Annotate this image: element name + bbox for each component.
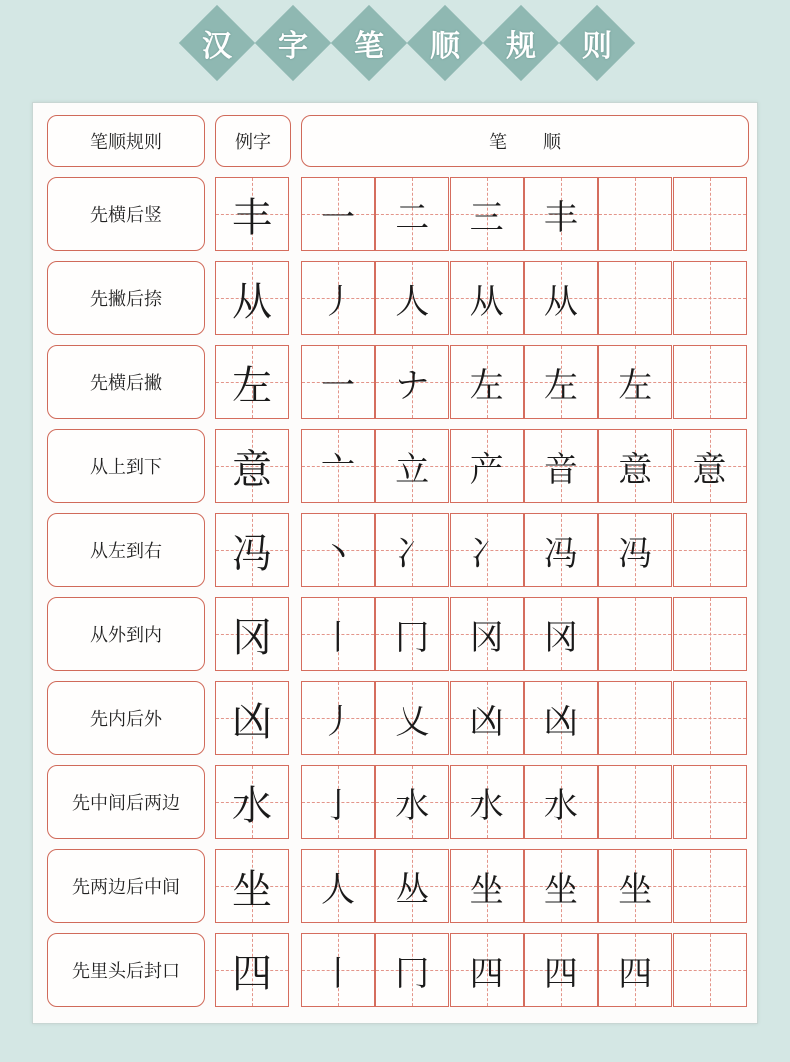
stroke-step-cell xyxy=(375,933,449,1007)
stroke-step-text: 亅 xyxy=(321,785,355,826)
example-character-text: 坐 xyxy=(232,866,272,913)
stroke-step-text: 意 xyxy=(618,449,653,490)
stroke-step-text: 一 xyxy=(321,365,355,406)
stroke-step-text: 坐 xyxy=(469,869,504,910)
rule-label: 从左到右 xyxy=(47,513,205,587)
rule-label: 先撇后捺 xyxy=(47,261,205,335)
stroke-step-cell xyxy=(524,177,598,251)
stroke-step-cell xyxy=(301,429,375,503)
stroke-step-cell xyxy=(375,849,449,923)
example-character xyxy=(215,597,289,671)
stroke-step-text: 产 xyxy=(469,449,504,490)
stroke-step-cell xyxy=(673,261,747,335)
header-rule: 笔顺规则 xyxy=(47,115,205,167)
stroke-step-cell xyxy=(673,681,747,755)
stroke-step-cell xyxy=(673,933,747,1007)
stroke-step-cell xyxy=(301,765,375,839)
stroke-step-cell xyxy=(673,513,747,587)
stroke-step-cell xyxy=(598,849,672,923)
rule-label: 先中间后两边 xyxy=(47,765,205,839)
stroke-step-text: 丿 xyxy=(321,701,355,742)
rule-label: 先里头后封口 xyxy=(47,933,205,1007)
stroke-step-text: 丶 xyxy=(321,533,355,574)
stroke-step-cell xyxy=(598,933,672,1007)
stroke-step-cell xyxy=(524,765,598,839)
rule-label: 先横后竖 xyxy=(47,177,205,251)
stroke-step-text: 坐 xyxy=(543,869,578,910)
stroke-step-text: 人 xyxy=(321,869,355,910)
stroke-step-text: 四 xyxy=(469,953,504,994)
stroke-step-text: 冈 xyxy=(543,617,578,658)
title-char: 顺 xyxy=(430,29,460,64)
rule-label: 先横后撇 xyxy=(47,345,205,419)
example-character xyxy=(215,345,289,419)
stroke-step-cell xyxy=(450,681,524,755)
stroke-step-text: 水 xyxy=(543,785,578,826)
stroke-step-cell xyxy=(524,849,598,923)
stroke-step-cell xyxy=(673,345,747,419)
stroke-step-cell xyxy=(598,765,672,839)
title-diamond xyxy=(255,5,331,81)
example-character-text: 冯 xyxy=(232,530,272,577)
example-character-text: 从 xyxy=(232,278,272,325)
stroke-step-cell xyxy=(375,429,449,503)
title-char: 字 xyxy=(278,29,308,64)
stroke-step-text: 左 xyxy=(543,365,578,406)
stroke-step-cell xyxy=(301,513,375,587)
worksheet xyxy=(32,102,758,1024)
example-character xyxy=(215,177,289,251)
title-char: 笔 xyxy=(354,29,384,64)
example-character xyxy=(215,933,289,1007)
stroke-step-cell xyxy=(673,177,747,251)
stroke-step-text: 从 xyxy=(543,281,578,322)
stroke-step-text: 水 xyxy=(469,785,504,826)
stroke-step-cell xyxy=(598,345,672,419)
title-char: 规 xyxy=(506,29,536,64)
title-char: 则 xyxy=(582,29,612,64)
example-character-text: 凶 xyxy=(232,698,272,745)
example-character-text: 左 xyxy=(232,362,272,409)
stroke-step-text: 冫 xyxy=(395,533,430,574)
stroke-step-cell xyxy=(524,429,598,503)
header-example: 例字 xyxy=(215,115,291,167)
stroke-step-text: 四 xyxy=(543,953,578,994)
stroke-step-cell xyxy=(450,177,524,251)
stroke-step-text: 丛 xyxy=(395,869,430,910)
stroke-step-cell xyxy=(598,429,672,503)
stroke-step-cell xyxy=(450,765,524,839)
rule-label: 从外到内 xyxy=(47,597,205,671)
example-character xyxy=(215,261,289,335)
stroke-step-text: 冂 xyxy=(395,617,430,658)
title-diamond xyxy=(559,5,635,81)
example-character-text: 四 xyxy=(232,950,272,997)
stroke-step-cell xyxy=(598,513,672,587)
stroke-step-cell xyxy=(301,933,375,1007)
stroke-step-cell xyxy=(450,261,524,335)
stroke-step-text: 意 xyxy=(692,449,727,490)
header-strokes: 笔 顺 xyxy=(301,115,749,167)
stroke-step-cell xyxy=(450,345,524,419)
stroke-step-text: 亠 xyxy=(321,449,355,490)
stroke-step-cell xyxy=(450,429,524,503)
title-char: 汉 xyxy=(202,29,232,64)
stroke-step-cell xyxy=(598,177,672,251)
stroke-step-cell xyxy=(301,849,375,923)
stroke-step-cell xyxy=(375,597,449,671)
stroke-step-text: 冯 xyxy=(618,533,653,574)
stroke-step-cell xyxy=(673,429,747,503)
stroke-step-cell xyxy=(450,849,524,923)
stroke-step-text: 冂 xyxy=(395,953,430,994)
stroke-step-text: 凶 xyxy=(469,701,504,742)
rule-label: 从上到下 xyxy=(47,429,205,503)
stroke-step-text: 左 xyxy=(618,365,653,406)
example-character xyxy=(215,681,289,755)
example-character xyxy=(215,765,289,839)
stroke-step-cell xyxy=(524,681,598,755)
example-character xyxy=(215,429,289,503)
stroke-step-cell xyxy=(301,681,375,755)
stroke-step-text: 凶 xyxy=(543,701,578,742)
stroke-step-text: 冯 xyxy=(543,533,578,574)
stroke-step-cell xyxy=(524,261,598,335)
stroke-step-cell xyxy=(450,597,524,671)
title-diamond xyxy=(483,5,559,81)
stroke-step-text: 丨 xyxy=(321,617,355,658)
stroke-step-cell xyxy=(375,261,449,335)
stroke-step-cell xyxy=(673,849,747,923)
stroke-step-cell xyxy=(301,261,375,335)
rule-label: 先内后外 xyxy=(47,681,205,755)
stroke-step-cell xyxy=(375,513,449,587)
example-character-text: 冈 xyxy=(232,614,272,661)
stroke-step-cell xyxy=(301,597,375,671)
stroke-step-cell xyxy=(598,681,672,755)
stroke-step-text: 从 xyxy=(469,281,504,322)
title-diamond xyxy=(407,5,483,81)
stroke-step-text: 丰 xyxy=(543,197,578,238)
title-diamond xyxy=(179,5,255,81)
stroke-step-text: 立 xyxy=(395,449,430,490)
stroke-step-cell xyxy=(524,345,598,419)
stroke-step-text: 乂 xyxy=(395,701,430,742)
stroke-step-cell xyxy=(375,345,449,419)
stroke-step-text: 三 xyxy=(469,197,504,238)
example-character xyxy=(215,849,289,923)
stroke-step-text: 坐 xyxy=(618,869,653,910)
title-banner xyxy=(0,0,790,100)
stroke-step-cell xyxy=(375,765,449,839)
stroke-step-text: 丨 xyxy=(321,953,355,994)
stroke-step-cell xyxy=(598,597,672,671)
rule-label: 先两边后中间 xyxy=(47,849,205,923)
stroke-step-text: 四 xyxy=(618,953,653,994)
stroke-step-cell xyxy=(524,513,598,587)
stroke-step-cell xyxy=(673,765,747,839)
stroke-step-text: 一 xyxy=(321,197,355,238)
stroke-step-cell xyxy=(301,177,375,251)
example-character-text: 水 xyxy=(232,782,272,829)
stroke-step-text: 左 xyxy=(469,365,504,406)
example-character-text: 丰 xyxy=(232,194,272,241)
stroke-step-cell xyxy=(450,933,524,1007)
stroke-step-text: 丿 xyxy=(321,281,355,322)
stroke-step-cell xyxy=(524,933,598,1007)
example-character xyxy=(215,513,289,587)
stroke-step-text: 水 xyxy=(395,785,430,826)
title-diamond xyxy=(331,5,407,81)
stroke-step-text: 二 xyxy=(395,197,430,238)
stroke-step-text: 冫 xyxy=(469,533,504,574)
stroke-step-cell xyxy=(301,345,375,419)
stroke-step-text: ナ xyxy=(395,365,430,406)
stroke-step-text: 音 xyxy=(543,449,578,490)
stroke-step-cell xyxy=(450,513,524,587)
stroke-step-cell xyxy=(673,597,747,671)
stroke-step-cell xyxy=(375,681,449,755)
stroke-step-text: 冈 xyxy=(469,617,504,658)
example-character-text: 意 xyxy=(232,446,272,493)
stroke-step-cell xyxy=(375,177,449,251)
stroke-step-cell xyxy=(598,261,672,335)
stroke-step-text: 人 xyxy=(395,281,430,322)
stroke-step-cell xyxy=(524,597,598,671)
